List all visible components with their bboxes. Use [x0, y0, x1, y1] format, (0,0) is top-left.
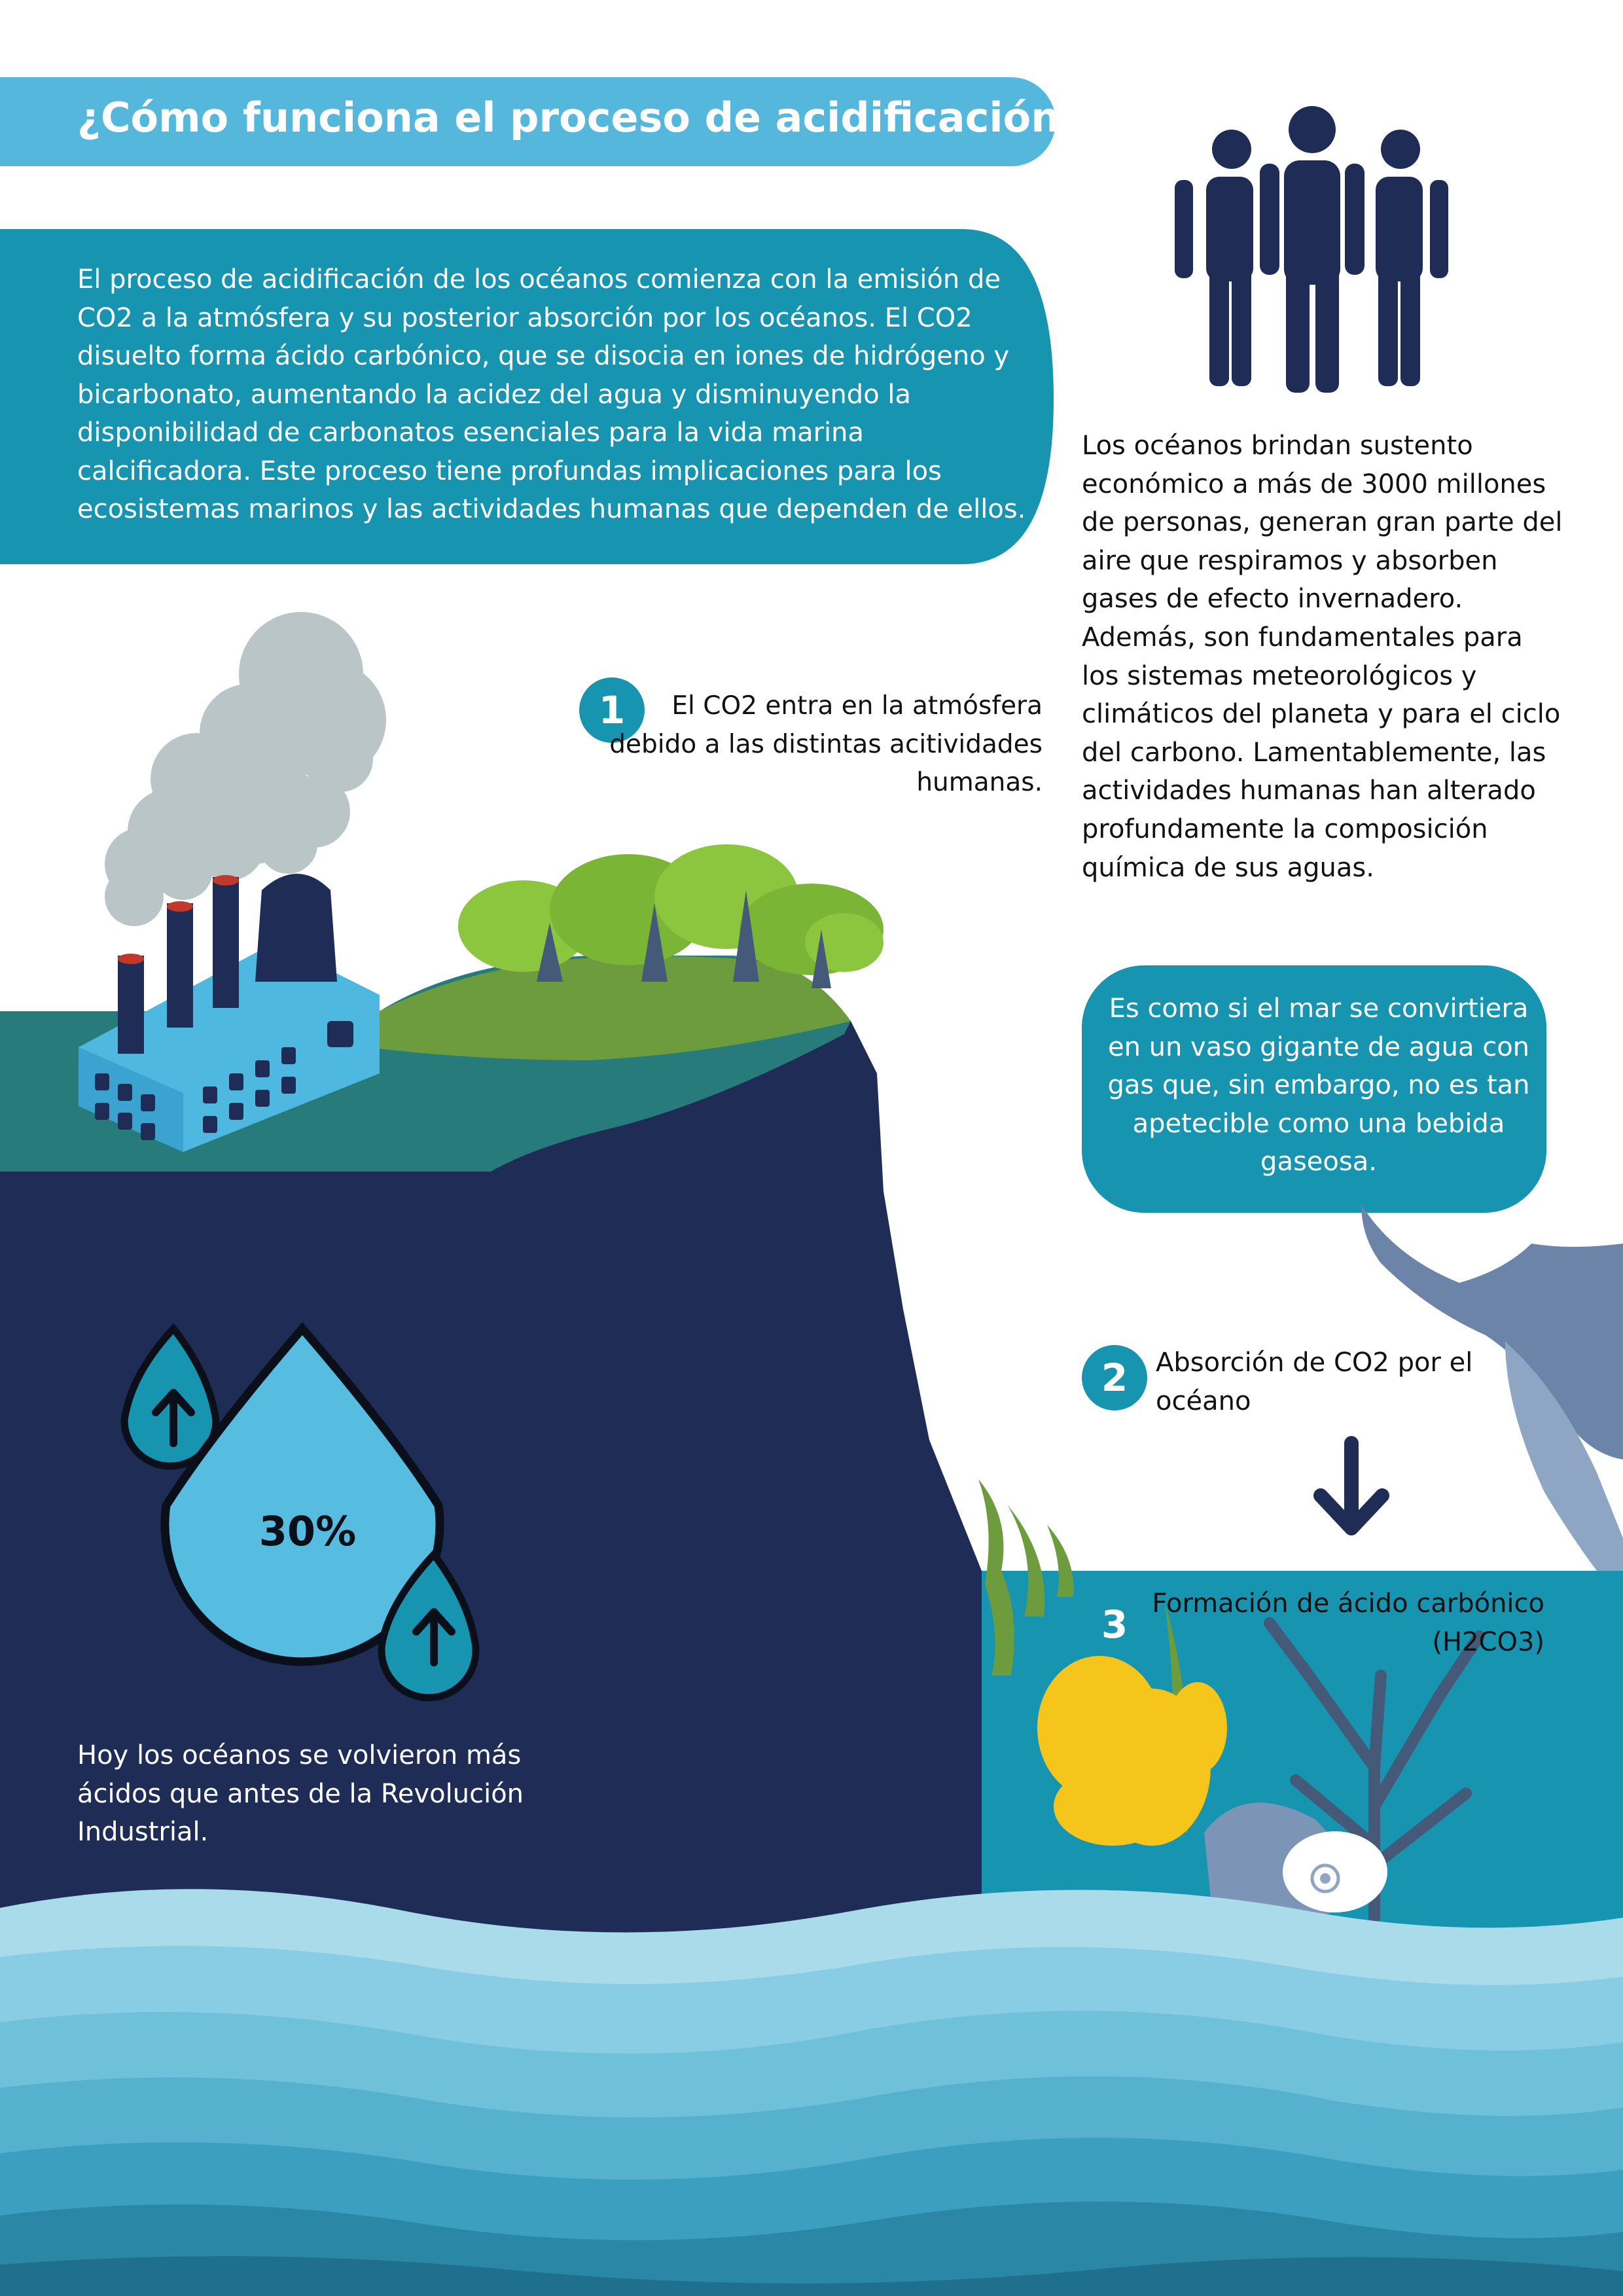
step-1-number: 1 — [598, 688, 626, 732]
waves-icon — [0, 1889, 1623, 2296]
shell-icon — [1283, 1831, 1387, 1912]
acidity-note: Hoy los océanos se volvieron más ácidos que antes de la Revolución Industrial. — [77, 1740, 524, 1848]
arrow-down-icon — [1321, 1443, 1382, 1528]
quote-text: Es como si el mar se convirtiera en un vaso gigante de agua con gas que, sin embargo, no es tan apetecible como una bebida gaseosa. — [1107, 994, 1530, 1177]
step-2-text: Absorción de CO2 por el océano — [1156, 1348, 1473, 1416]
people-icon — [1175, 106, 1448, 393]
step-2-number: 2 — [1101, 1355, 1128, 1400]
step-1-text: El CO2 entra en la atmósfera debido a las distintas acitividades humanas. — [609, 691, 1043, 798]
step-3-text: Formación de ácido carbónico (H2CO3) — [1152, 1588, 1544, 1657]
page-title: ¿Cómo funciona el proceso de acidificación? — [77, 94, 1084, 141]
step-3-number: 3 — [1101, 1602, 1128, 1647]
drop-percentage: 30% — [259, 1507, 357, 1555]
smoke-icon — [105, 612, 386, 926]
people-paragraph: Los océanos brindan sustento económico a más de 3000 millones de personas, generan gran parte del aire que respiramos y absorben gases de efecto invernadero. Además, son fundamentales para los sistemas meteorológicos y climáticos del planeta y para el ciclo del carbono. Lamentablemente, las actividades humanas han alterado profundamente la composición química de sus aguas. — [1082, 431, 1563, 883]
intro-paragraph: El proceso de acidificación de los océanos comienza con la emisión de CO2 a la atmósfera y su posterior absorción por los océanos. El CO2 disuelto forma ácido carbónico, que se disocia en iones de hidrógeno y bicarbonato, aumentando la acidez del agua y disminuyendo la disponibilidad de carbonatos esenciales para la vida marina calcificadora. Este proceso tiene profundas implicaciones para los ecosistemas marinos y las actividades humanas que dependen de ellos. — [77, 264, 1026, 524]
